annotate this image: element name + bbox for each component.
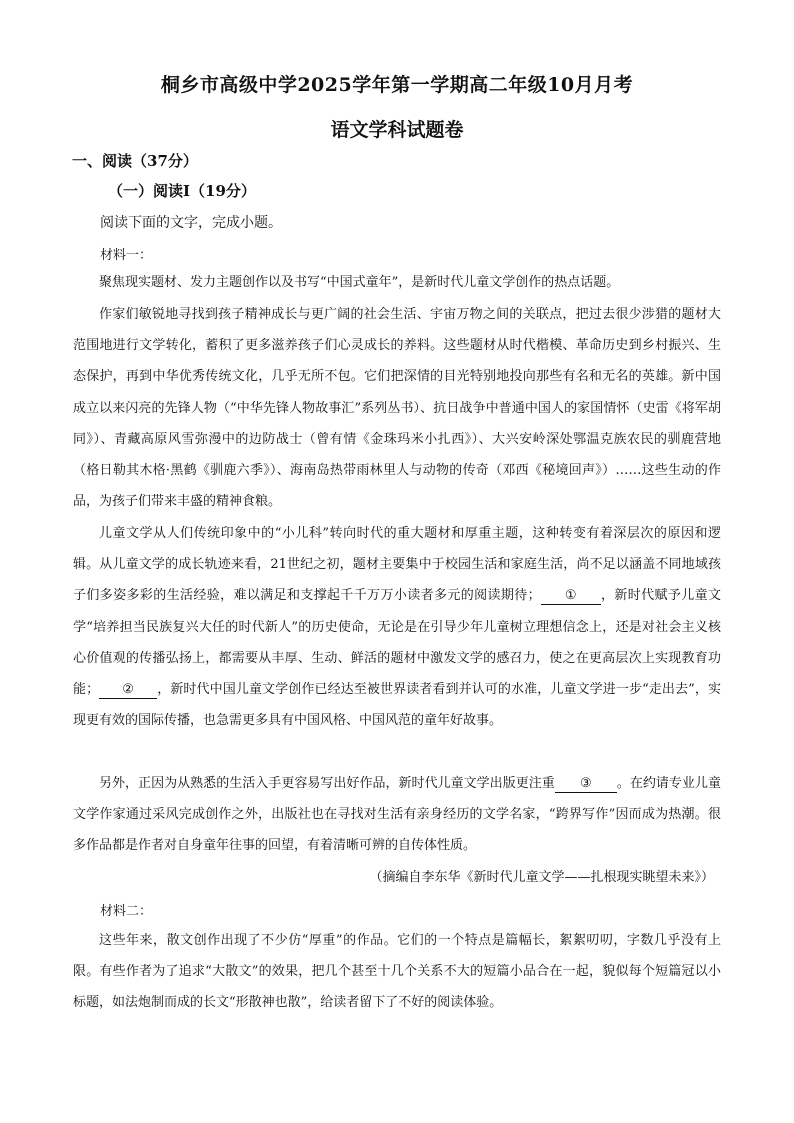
material-1-source: （摘编自李东华《新时代儿童文学——扎根现实眺望未来》） bbox=[369, 870, 714, 885]
exam-subtitle: 语文学科试题卷 bbox=[330, 119, 464, 141]
paragraph-3-part-a: 儿童文学从人们传统印象中的“小儿科”转向时代的重大题材和厚重主题，这种转变有着深层次的原因和逻辑。从儿童文学的成长轨迹来看，21世纪之初，题材主要集中于校园生活和家庭生活，尚不足以涵盖不同地域孩子们多姿多彩的生活经验，难以满足和支撑起千千万万小读者多元的阅读期待； bbox=[73, 526, 721, 604]
subsection-heading: （一）阅读Ⅰ（19分） bbox=[108, 182, 256, 200]
blank-1[interactable]: ① bbox=[541, 588, 601, 605]
section-heading: 一、阅读（37分） bbox=[72, 152, 198, 170]
material-1-paragraph-4 bbox=[73, 768, 721, 862]
paragraph-4-part-b: 。在约请专业儿童文学作家通过采风完成创作之外，出版社也在寻找对生活有亲身经历的文学名家，“跨界写作”因而成为热潮。很多作品都是作者对自身童年往事的回望，有着清晰可辨的自传体性质。 bbox=[73, 776, 721, 854]
blank-2[interactable]: ② bbox=[99, 682, 157, 699]
material-1-paragraph-3 bbox=[73, 518, 721, 736]
paragraph-3-part-b: ，新时代赋予儿童文学“培养担当民族复兴大任的时代新人”的历史使命，无论是在引导少年儿童树立理想信念上，还是对社会主义核心价值观的传播弘扬上，都需要从丰厚、生动、鲜活的题材中激发文学的感召力，使之在更高层次上实现教育功能； bbox=[73, 588, 721, 698]
material-1-paragraph-1: 聚焦现实题材、发力主题创作以及书写“中国式童年”，是新时代儿童文学创作的热点话题。 bbox=[99, 275, 620, 290]
blank-3[interactable]: ③ bbox=[555, 776, 617, 793]
material-2-label: 材料二： bbox=[100, 904, 153, 919]
material-1-paragraph-2: 作家们敏锐地寻找到孩子精神成长与更广阔的社会生活、宇宙万物之间的关联点，把过去很少涉猎的题材大范围地进行文学转化，蓄积了更多滋养孩子们心灵成长的养料。这些题材从时代楷模、革命历史到乡村振兴、生态保护，再到中华优秀传统文化，几乎无所不包。它们把深情的目光特别地投向那些有名和无名的英雄。新中国成立以来闪亮的先锋人物（“中华先锋人物故事汇”系列丛书）、抗日战争中普通中国人的家国情怀（史雷《将军胡同》）、青藏高原风雪弥漫中的边防战士（曾有情《金珠玛米小扎西》）、大兴安岭深处鄂温克族农民的驯鹿营地（格日勒其木格·黑鹤《驯鹿六季》）、海南岛热带雨林里人与动物的传奇（邓西《秘境回声》）……这些生动的作品，为孩子们带来丰盛的精神食粮。 bbox=[73, 307, 721, 510]
material-1-label: 材料一： bbox=[100, 248, 153, 263]
material-2-paragraph-1: 这些年来，散文创作出现了不少仿“厚重”的作品。它们的一个特点是篇幅长，絮絮叨叨，字数几乎没有上限。有些作者为了追求“大散文”的效果，把几个甚至十几个关系不大的短篇小品合在一起，貌似每个短篇冠以小标题，如法炮制而成的长文“形散神也散”，给读者留下了不好的阅读体验。 bbox=[73, 933, 721, 1011]
paragraph-4-part-a: 另外，正因为从熟悉的生活入手更容易写出好作品，新时代儿童文学出版更注重 bbox=[99, 776, 555, 791]
instruction-text: 阅读下面的文字，完成小题。 bbox=[100, 215, 282, 231]
paragraph-3-part-c: ，新时代中国儿童文学创作已经达至被世界读者看到并认可的水准，儿童文学进一步“走出去”，实现更有效的国际传播，也急需更多具有中国风格、中国风范的童年好故事。 bbox=[73, 682, 721, 729]
exam-title: 桐乡市高级中学2025学年第一学期高二年级10月月考 bbox=[160, 74, 634, 96]
